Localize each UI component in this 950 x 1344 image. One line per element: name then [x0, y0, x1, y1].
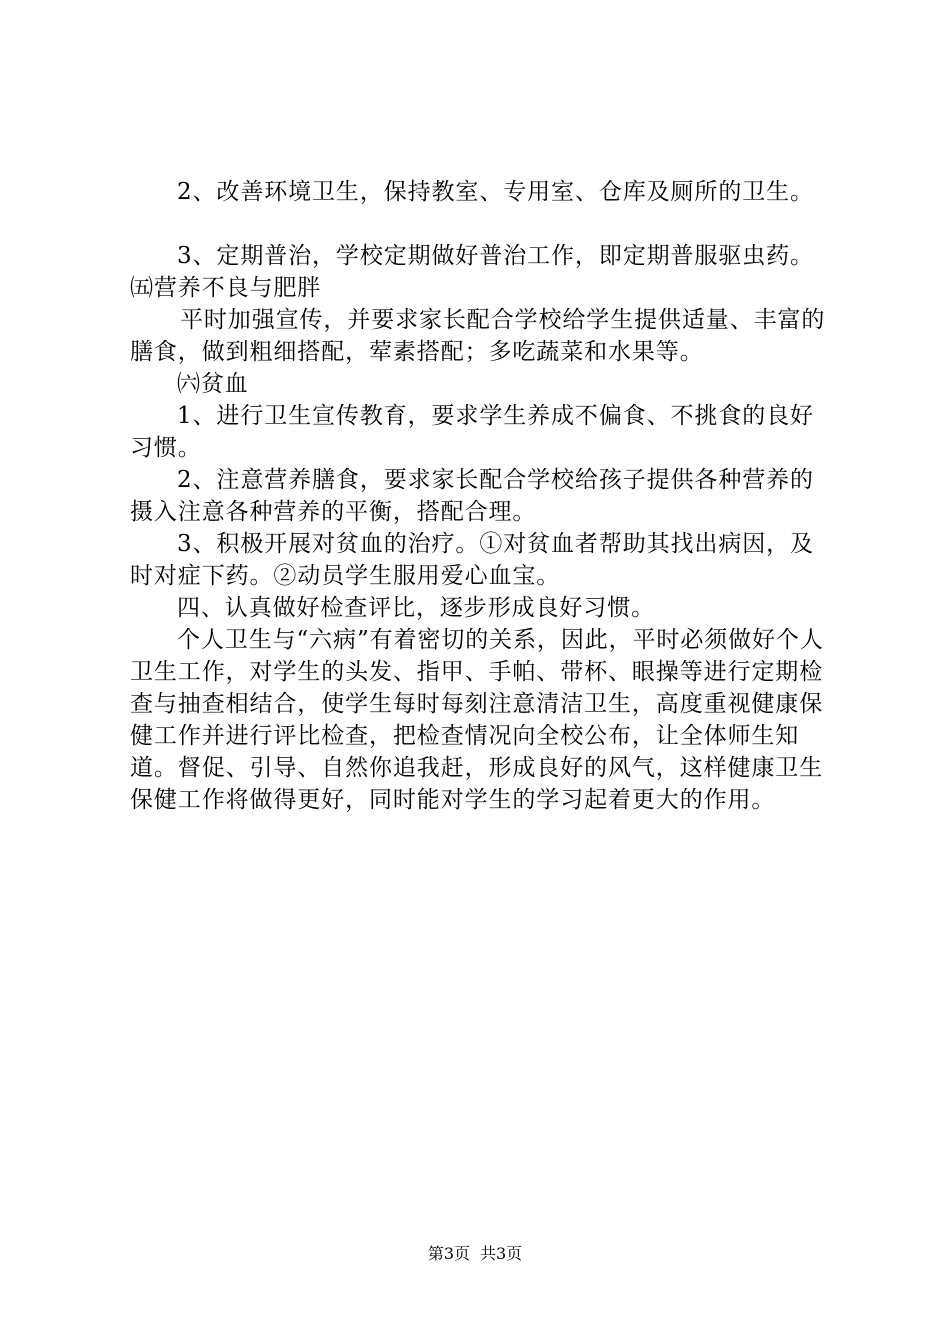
paragraph-personal-hygiene: 个人卫生与“六病”有着密切的关系，因此，平时必须做好个人卫生工作，对学生的头发、指甲、手帕、带杯、眼操等进行定期检查与抽查相结合，使学生每时每刻注意清洁卫生，高度重视健康保健工作并进行评比检查，把检查情况向全校公布，让全体师生知道。督促、引导、自然你追我赶，形成良好的风气，这样健康卫生保健工作将做得更好，同时能对学生的学习起着更大的作用。 — [130, 627, 824, 813]
heading-malnutrition-obesity: ㈤营养不良与肥胖 — [130, 275, 322, 301]
paragraph-environment-hygiene: 2、改善环境卫生，保持教室、专用室、仓库及厕所的卫生。 — [177, 179, 814, 205]
paragraph-anemia-treatment: 3、积极开展对贫血的治疗。①对贫血者帮助其找出病因，及时对症下药。②动员学生服用爱心血宝。 — [130, 531, 814, 589]
heading-anemia: ㈥贫血 — [177, 371, 249, 397]
page-total: 共3页 — [480, 1244, 523, 1263]
paragraph-nutrition-publicity: 平时加强宣传，并要求家长配合学校给学生提供适量、丰富的膳食，做到粗细搭配，荤素搭配；多吃蔬菜和水果等。 — [130, 307, 826, 365]
page-footer — [0, 1244, 950, 1264]
paragraph-hygiene-education: 1、进行卫生宣传教育，要求学生养成不偏食、不挑食的良好习惯。 — [130, 403, 814, 461]
paragraph-deworming: 3、定期普治，学校定期做好普治工作，即定期普服驱虫药。 — [177, 243, 814, 269]
heading-inspection-evaluation: 四、认真做好检查评比，逐步形成良好习惯。 — [177, 595, 655, 621]
paragraph-nutritional-diet: 2、注意营养膳食，要求家长配合学校给孩子提供各种营养的摄入注意各种营养的平衡，搭配合理。 — [130, 467, 814, 525]
page-number: 第3页 — [427, 1244, 470, 1263]
